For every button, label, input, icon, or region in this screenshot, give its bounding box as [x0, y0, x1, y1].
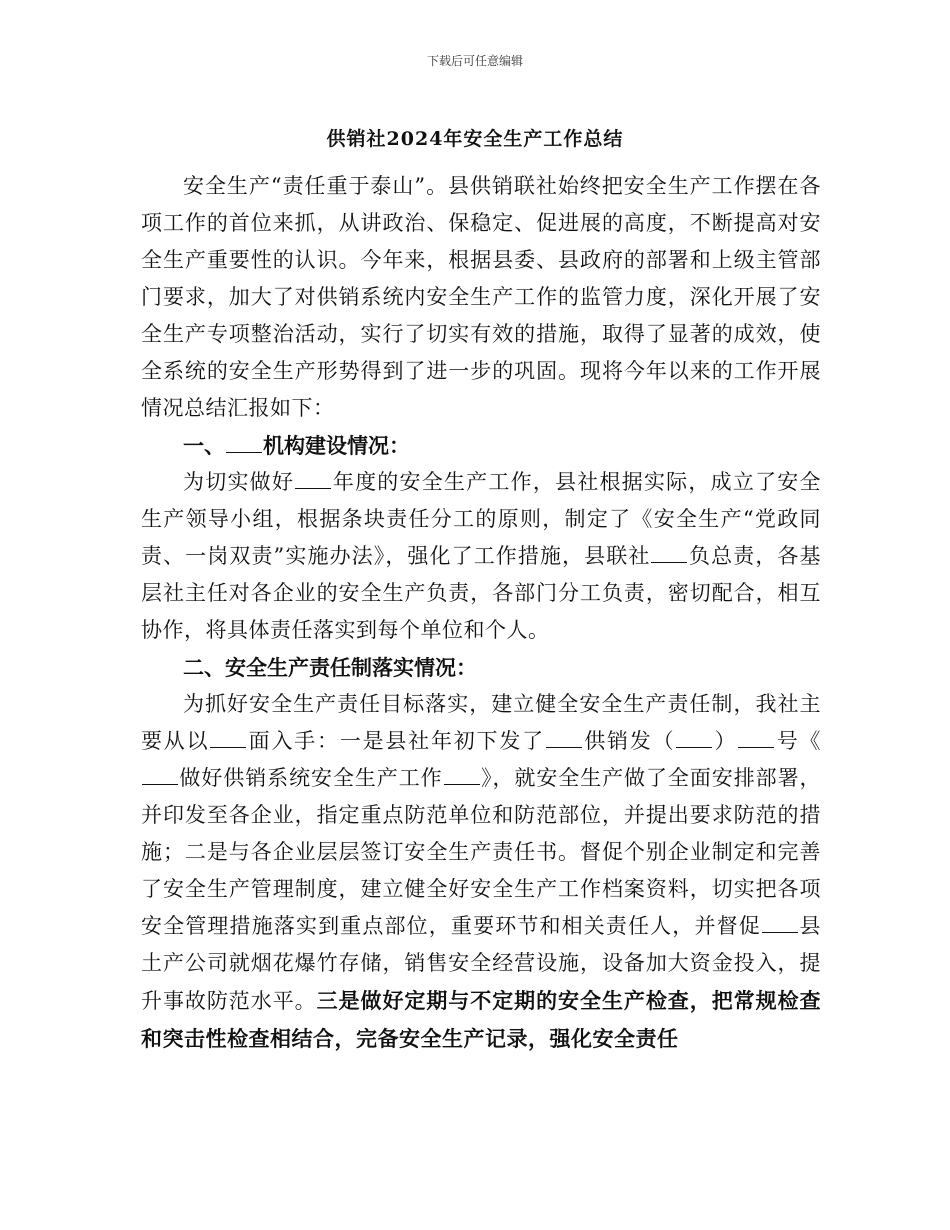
text-segment: 负总责，各基层社主任对各企业的安全生产负责，各部门分工负责，密切配合，相互协作，将具体责任落实到每个单位和个人。	[141, 544, 822, 642]
blank-underline	[738, 746, 774, 748]
text-segment: 为切实做好	[183, 470, 295, 494]
text-segment: ）	[713, 729, 738, 753]
text-segment: 县土产公司就烟花爆竹存储，销售安全经营设施，设备加大资金投入，提升事故防范水平。	[141, 914, 821, 1013]
intro-paragraph: 安全生产“责任重于泰山”。县供销联社始终把安全生产工作摆在各项工作的首位来抓，从讲政治、保稳定、促进展的高度，不断提高对安全生产重要性的认识。今年来，根据县委、县政府的部署和上级主管部门要求，加大了对供销系统内安全生产工作的监管力度，深化开展了安全生产专项整治活动，实行了切实有效的措施，取得了显著的成效，使全系统的安全生产形势得到了进一步的巩固。现将今年以来的工作开展情况总结汇报如下：	[141, 174, 821, 420]
blank-underline	[546, 746, 582, 748]
blank-underline	[444, 783, 480, 785]
text-segment: 》，就安全生产做了全面安排部署，并印发至各企业，指定重点防范单位和防范部位，并提出要求防范的措施；二是与各企业层层签订安全生产责任书。督促个别企业制定和完善了安全生产管理制度，建立健全好安全生产工作档案资料，切实把各项安全管理措施落实到重点部位，重要环节和相关责任人，并督促	[141, 766, 822, 938]
blank-underline	[142, 783, 178, 785]
blank-underline	[295, 487, 331, 489]
blank-underline	[651, 561, 687, 563]
document-title: 供销社2024年安全生产工作总结	[326, 128, 624, 150]
blank-underline	[676, 746, 712, 748]
section1-heading-suffix: 机构建设情况：	[263, 433, 410, 458]
section2-heading: 二、安全生产责任制落实情况：	[183, 655, 477, 680]
section1-heading-prefix: 一、	[183, 433, 225, 458]
section1-heading	[141, 427, 821, 464]
section1-paragraph	[141, 464, 821, 649]
text-segment: 为抓好安全生产责任目标落实，建立健全安全生产责任制，我社主要从以	[141, 692, 821, 753]
page-header-note: 下载后可任意编辑	[426, 54, 523, 68]
text-segment: 供销发（	[582, 729, 676, 753]
text-segment: 号《	[775, 729, 822, 753]
text-segment: 年度的安全生产工作，县社根据实际，成立了安全生产领导小组，根据条块责任分工的原则，制定了《安全生产“党政同责、一岗双责”实施办法》，强化了工作措施，县联社	[141, 470, 822, 568]
text-segment: 做好供销系统安全生产工作	[179, 766, 443, 790]
blank-underline	[226, 451, 262, 453]
section2-paragraph	[141, 686, 821, 1058]
document-body	[141, 168, 821, 1058]
blank-underline	[762, 931, 798, 933]
bold-text-segment: 三是做好定期与不定期的安全生产检查，把常规检查和突击性检查相结合，完备安全生产记录，强化安全责任	[141, 988, 822, 1051]
blank-underline	[210, 746, 246, 748]
text-segment: 面入手：一是县社年初下发了	[247, 729, 545, 753]
